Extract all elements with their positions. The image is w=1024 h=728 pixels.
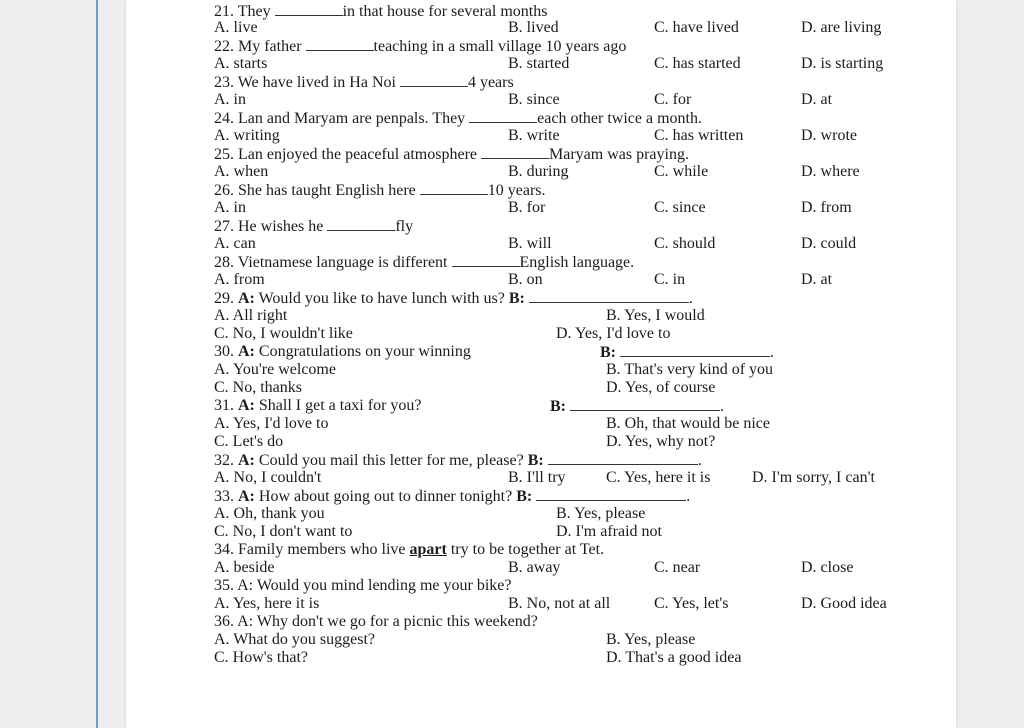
option-b: B. Yes, please [556, 505, 646, 522]
reply-prompt: B: . [600, 344, 774, 361]
option-a: A. from [214, 271, 265, 288]
answer-blank [570, 397, 720, 411]
option-d: D. Yes, I'd love to [556, 325, 671, 342]
answer-blank [306, 37, 374, 51]
answer-blank [327, 217, 395, 231]
option-d: D. at [801, 271, 833, 288]
option-d: D. where [801, 163, 860, 180]
option-c: C. No, thanks [214, 379, 302, 396]
option-a: A. starts [214, 55, 268, 72]
option-c: C. No, I wouldn't like [214, 325, 353, 342]
answer-blank [536, 487, 686, 501]
option-d: D. from [801, 199, 852, 216]
option-b: B. during [508, 163, 569, 180]
option-d: D. Good idea [801, 595, 887, 612]
question-stem: 27. He wishes he fly [214, 218, 414, 235]
option-d: D. Yes, why not? [606, 433, 716, 450]
option-d: D. could [801, 235, 857, 252]
option-c: C. Let's do [214, 433, 284, 450]
document-page [126, 0, 956, 728]
question-stem: 31. A: Shall I get a taxi for you? [214, 397, 422, 414]
answer-blank [469, 109, 537, 123]
option-b: B. for [508, 199, 546, 216]
option-a: A. in [214, 91, 246, 108]
option-c: C. for [654, 91, 692, 108]
question-stem: 22. My father teaching in a small village 10 years ago [214, 38, 627, 55]
option-b: B. write [508, 127, 560, 144]
option-a: A. All right [214, 307, 288, 324]
option-b: B. Yes, I would [606, 307, 705, 324]
option-a: A. live [214, 19, 258, 36]
question-stem: 35. A: Would you mind lending me your bike? [214, 577, 512, 594]
answer-blank [275, 2, 343, 16]
question-stem: 28. Vietnamese language is different English language. [214, 254, 635, 271]
option-b: B. That's very kind of you [606, 361, 774, 378]
option-b: B. started [508, 55, 570, 72]
option-d: D. I'm sorry, I can't [752, 469, 875, 486]
question-stem: 30. A: Congratulations on your winning [214, 343, 471, 360]
option-d: D. close [801, 559, 854, 576]
option-a: A. Oh, thank you [214, 505, 325, 522]
option-c: C. How's that? [214, 649, 308, 666]
option-a: A. Yes, here it is [214, 595, 320, 612]
answer-blank [548, 451, 698, 465]
option-c: C. near [654, 559, 701, 576]
option-b: B. Oh, that would be nice [606, 415, 770, 432]
option-a: A. when [214, 163, 269, 180]
option-b: B. I'll try [508, 469, 566, 486]
question-stem: 33. A: How about going out to dinner tonight? B: . [214, 488, 691, 505]
option-c: C. has started [654, 55, 741, 72]
answer-blank [529, 289, 689, 303]
answer-blank [620, 343, 770, 357]
option-c: C. has written [654, 127, 744, 144]
option-a: A. in [214, 199, 246, 216]
option-a: A. You're welcome [214, 361, 336, 378]
underlined-word: apart [409, 541, 447, 558]
option-c: C. should [654, 235, 716, 252]
answer-blank [452, 253, 520, 267]
option-c: C. No, I don't want to [214, 523, 353, 540]
option-a: A. writing [214, 127, 280, 144]
question-stem: 26. She has taught English here 10 years. [214, 182, 546, 199]
option-d: D. is starting [801, 55, 884, 72]
answer-blank [420, 181, 488, 195]
option-d: D. are living [801, 19, 882, 36]
answer-blank [481, 145, 549, 159]
option-c: C. in [654, 271, 686, 288]
question-stem: 21. They in that house for several months [214, 3, 548, 20]
option-d: D. Yes, of course [606, 379, 716, 396]
question-stem: 36. A: Why don't we go for a picnic this weekend? [214, 613, 538, 630]
question-stem: 23. We have lived in Ha Noi 4 years [214, 74, 514, 91]
question-stem: 34. Family members who live apart try to be together at Tet. [214, 541, 605, 558]
option-a: A. can [214, 235, 256, 252]
option-d: D. That's a good idea [606, 649, 742, 666]
reply-prompt: B: . [550, 398, 724, 415]
option-b: B. on [508, 271, 543, 288]
option-a: A. No, I couldn't [214, 469, 322, 486]
left-margin-rule [96, 0, 98, 728]
option-b: B. away [508, 559, 561, 576]
option-a: A. Yes, I'd love to [214, 415, 329, 432]
question-stem: 32. A: Could you mail this letter for me, please? B: . [214, 452, 702, 469]
option-d: D. at [801, 91, 833, 108]
option-b: B. Yes, please [606, 631, 696, 648]
option-c: C. since [654, 199, 706, 216]
option-b: B. lived [508, 19, 559, 36]
option-d: D. I'm afraid not [556, 523, 662, 540]
option-c: C. have lived [654, 19, 739, 36]
answer-blank [400, 73, 468, 87]
question-stem: 29. A: Would you like to have lunch with us? B: . [214, 290, 693, 307]
option-d: D. wrote [801, 127, 857, 144]
option-c: C. while [654, 163, 709, 180]
option-b: B. No, not at all [508, 595, 611, 612]
option-c: C. Yes, let's [654, 595, 729, 612]
option-a: A. beside [214, 559, 275, 576]
option-b: B. since [508, 91, 560, 108]
question-stem: 24. Lan and Maryam are penpals. They each other twice a month. [214, 110, 702, 127]
option-b: B. will [508, 235, 552, 252]
option-c: C. Yes, here it is [606, 469, 711, 486]
question-stem: 25. Lan enjoyed the peaceful atmosphere Maryam was praying. [214, 146, 689, 163]
option-a: A. What do you suggest? [214, 631, 376, 648]
